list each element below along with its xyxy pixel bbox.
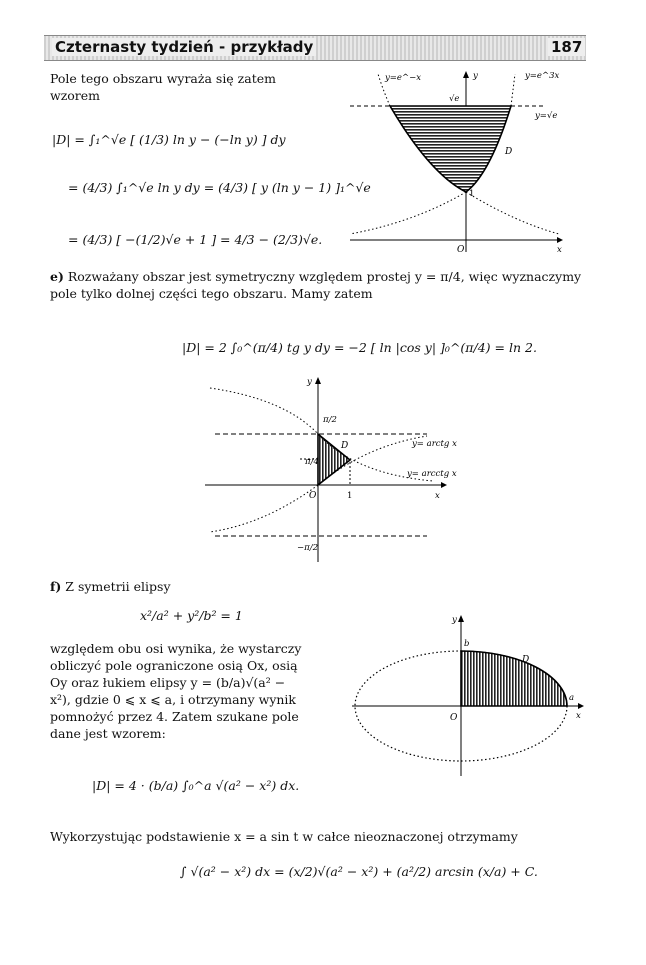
label-sqrt-e: √e <box>449 94 460 104</box>
label-arcctg: y= arcctg x <box>407 469 457 479</box>
figure-ellipse <box>350 608 590 778</box>
page-number: 187 <box>548 38 585 56</box>
part-d-formula-1: |D| = ∫₁^√e [ (1/3) ln y − (−ln y) ] dy <box>52 132 286 147</box>
label-one: 1 <box>469 189 475 199</box>
label-x-axis-e: x <box>435 491 440 501</box>
part-f-formula: |D| = 4 · (b/a) ∫₀^a √(a² − x²) dx. <box>92 778 300 793</box>
label-arctg: y= arctg x <box>412 439 457 449</box>
label-pi-quarter: π/4 <box>305 457 319 467</box>
figure-region-exp <box>345 66 575 256</box>
part-e-letter: e) <box>50 269 64 284</box>
label-one-e: 1 <box>347 491 353 501</box>
label-y-axis: y <box>473 71 478 81</box>
label-y-exp-3x: y=e^3x <box>525 71 560 81</box>
label-minus-pi-half: −π/2 <box>297 543 318 553</box>
part-d-formula-2: = (4/3) ∫₁^√e ln y dy = (4/3) [ y (ln y − 1) ]₁^√e <box>68 180 371 195</box>
part-e-text <box>50 268 585 302</box>
part-f-text: względem obu osi wynika, że wystarczy obliczyć pole ograniczone osią Ox, osią Oy oraz łukiem elipsy y = (b/a)√(a² − x²), gdzie 0 ⩽ x ⩽ a, i otrzymany wynik pomnożyć przez 4. Zatem szukane pole dane jest wzorem: <box>50 641 302 741</box>
label-origin-e: O <box>309 491 317 501</box>
part-d-formula-3: = (4/3) [ −(1/2)√e + 1 ] = 4/3 − (2/3)√e. <box>68 232 323 247</box>
label-region-d-e: D <box>341 441 349 451</box>
part-f-intro-text: Z symetrii elipsy <box>65 579 171 594</box>
label-origin: O <box>457 245 465 255</box>
ellipse-equation: x²/a² + y²/b² = 1 <box>140 608 243 623</box>
part-f-intro <box>50 578 171 595</box>
label-x-axis-f: x <box>576 711 581 721</box>
label-y-sqrt-e: y=√e <box>535 111 558 121</box>
label-x-axis: x <box>557 245 562 255</box>
closing-formula: ∫ √(a² − x²) dx = (x/2)√(a² − x²) + (a²/2) arcsin (x/a) + C. <box>180 864 538 879</box>
label-origin-f: O <box>450 713 458 723</box>
label-y-axis-e: y <box>307 377 312 387</box>
header-title: Czternasty tydzień - przykłady <box>52 38 316 56</box>
label-y-exp-neg: y=e^−x <box>385 73 421 83</box>
label-y-axis-f: y <box>452 615 457 625</box>
label-a: a <box>569 693 575 703</box>
label-region-d: D <box>505 147 513 157</box>
label-pi-half: π/2 <box>323 415 337 425</box>
part-f-letter: f) <box>50 579 62 594</box>
closing-text: Wykorzystując podstawienie x = a sin t w całce nieoznaczonej otrzymamy <box>50 829 518 844</box>
label-region-d-f: D <box>522 655 530 665</box>
label-b: b <box>464 639 470 649</box>
figure-region-arctg <box>205 374 475 564</box>
part-d-intro: Pole tego obszaru wyraża się zatem wzorem <box>50 71 276 103</box>
part-e-body: Rozważany obszar jest symetryczny względem prostej y = π/4, więc wyznaczymy pole tylko dolnej części tego obszaru. Mamy zatem <box>50 269 582 301</box>
part-e-formula: |D| = 2 ∫₀^(π/4) tg y dy = −2 [ ln |cos y| ]₀^(π/4) = ln 2. <box>182 340 537 355</box>
